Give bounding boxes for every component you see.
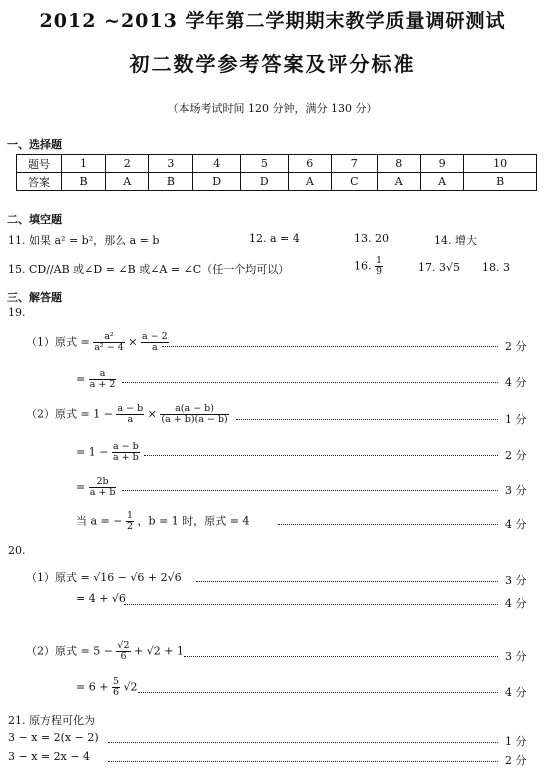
question-number: 10 — [464, 155, 537, 173]
section-choice-title: 一、选择题 — [7, 138, 62, 151]
dotted-leader — [122, 382, 498, 383]
condition-text: ，b = 1 时，原式 = 4 — [137, 514, 250, 528]
answer-15: 15. CD//AB 或∠D = ∠B 或∠A = ∠C（任一个均可以） — [8, 263, 290, 276]
score-label: 1 分 — [505, 413, 527, 426]
row-label-answer: 答案 — [17, 173, 62, 191]
q19-2-line3 — [76, 477, 116, 498]
answer-16-label: 16. — [354, 259, 372, 273]
question-19-number: 19. — [8, 306, 26, 319]
dotted-leader — [196, 581, 498, 582]
denominator: a + b — [89, 487, 116, 498]
question-row — [17, 155, 537, 173]
question-21-intro: 21. 原方程可化为 — [8, 714, 95, 727]
score-label: 2 分 — [505, 449, 527, 462]
numerator: a(a − b) — [160, 404, 228, 415]
equals-sign: = — [76, 480, 86, 494]
fraction — [116, 641, 130, 662]
numerator: a² — [93, 332, 125, 343]
q19-1-line2 — [76, 369, 116, 390]
fraction — [112, 442, 140, 463]
formula-label: = 6 + — [76, 680, 109, 694]
times-sign: × — [128, 335, 138, 349]
dotted-leader — [138, 692, 498, 693]
score-label: 3 分 — [505, 574, 527, 587]
answer-cell: D — [193, 173, 241, 191]
q19-2-line1 — [26, 404, 229, 425]
q19-2-line2 — [76, 442, 140, 463]
fraction — [141, 332, 169, 353]
question-20-number: 20. — [8, 544, 26, 557]
dotted-leader — [236, 419, 498, 420]
denominator: 9 — [376, 266, 383, 277]
times-sign: × — [147, 407, 157, 421]
score-label: 4 分 — [505, 686, 527, 699]
formula-label: （1）原式 = — [26, 335, 90, 349]
question-number: 9 — [420, 155, 463, 173]
answer-cell: C — [331, 173, 377, 191]
fraction — [160, 404, 228, 425]
formula-label: （2）原式 = 5 − — [26, 644, 113, 658]
denominator: a² − 4 — [94, 342, 124, 353]
q20-2-line2 — [76, 677, 138, 698]
dotted-leader — [108, 761, 498, 762]
answer-16 — [354, 256, 383, 277]
denominator: 2 — [126, 521, 134, 532]
q19-2-line4 — [76, 511, 250, 532]
answer-17: 17. 3√5 — [418, 261, 460, 274]
section-fill-title: 二、填空题 — [7, 213, 62, 226]
fraction — [93, 332, 125, 353]
numerator: 2b — [89, 477, 117, 488]
q20-1-line1: （1）原式 = √16 − √6 + 2√6 — [26, 571, 182, 584]
score-label: 2 分 — [505, 754, 527, 767]
score-label: 3 分 — [505, 484, 527, 497]
fraction — [375, 256, 383, 277]
q19-1-line1 — [26, 332, 169, 353]
answer-cell: A — [420, 173, 463, 191]
answer-cell: A — [377, 173, 420, 191]
score-label: 3 分 — [505, 650, 527, 663]
score-label: 4 分 — [505, 518, 527, 531]
denominator: 6 — [120, 651, 127, 662]
denominator: a + 2 — [89, 379, 116, 390]
question-number: 2 — [106, 155, 149, 173]
numerator: a − 2 — [141, 331, 168, 342]
q20-2-line1 — [26, 641, 184, 662]
score-label: 4 分 — [505, 597, 527, 610]
fraction — [89, 477, 117, 498]
question-number: 5 — [241, 155, 289, 173]
answer-cell: A — [106, 173, 149, 191]
q21-line1: 3 − x = 2(x − 2) — [8, 731, 99, 744]
answer-18: 18. 3 — [482, 261, 510, 274]
equals-sign: = 1 − — [76, 445, 109, 459]
score-label: 4 分 — [505, 376, 527, 389]
answer-11: 11. 如果 a² = b²，那么 a = b — [8, 234, 160, 247]
dotted-leader — [278, 524, 498, 525]
score-label: 2 分 — [505, 340, 527, 353]
page-subtitle: 初二数学参考答案及评分标准 — [129, 52, 416, 76]
answer-14: 14. 增大 — [434, 234, 477, 247]
numerator: 5 — [112, 676, 119, 687]
fraction — [112, 677, 120, 698]
answer-row — [17, 173, 537, 191]
fraction — [126, 511, 134, 532]
page-title: 2012 ~2013 学年第二学期期末教学质量调研测试 — [39, 10, 506, 32]
numerator: a — [89, 369, 117, 380]
numerator: a − b — [112, 441, 139, 452]
denominator: a — [127, 414, 134, 425]
answer-12: 12. a = 4 — [249, 232, 300, 245]
dotted-leader — [184, 656, 498, 657]
formula-text: √2 — [123, 680, 138, 694]
answer-13: 13. 20 — [354, 232, 389, 245]
numerator: √2 — [117, 640, 130, 651]
answer-cell: B — [464, 173, 537, 191]
answer-cell: A — [288, 173, 331, 191]
formula-label: （2）原式 = 1 − — [26, 407, 113, 421]
answer-cell: B — [149, 173, 193, 191]
answer-cell: D — [241, 173, 289, 191]
denominator: a + b — [112, 452, 139, 463]
denominator: a — [151, 342, 158, 353]
section-solve-title: 三、解答题 — [7, 291, 62, 304]
row-label-question: 题号 — [17, 155, 62, 173]
question-number: 4 — [193, 155, 241, 173]
question-number: 7 — [331, 155, 377, 173]
dotted-leader — [144, 455, 498, 456]
exam-note: （本场考试时间 120 分钟，满分 130 分） — [167, 102, 378, 115]
equals-sign: = — [76, 372, 86, 386]
fraction — [116, 404, 144, 425]
condition-text: 当 a = − — [76, 514, 123, 528]
fraction — [89, 369, 117, 390]
q21-line2: 3 − x = 2x − 4 — [8, 750, 91, 763]
dotted-leader — [108, 742, 498, 743]
denominator: (a + b)(a − b) — [161, 414, 228, 425]
dotted-leader — [122, 490, 498, 491]
question-number: 1 — [62, 155, 106, 173]
q20-1-line2: = 4 + √6 — [76, 592, 126, 605]
numerator: a − b — [117, 403, 144, 414]
denominator: 6 — [112, 687, 119, 698]
numerator: 1 — [376, 255, 383, 266]
answer-table — [16, 154, 537, 191]
score-label: 1 分 — [505, 735, 527, 748]
question-number: 8 — [377, 155, 420, 173]
numerator: 1 — [126, 510, 134, 521]
dotted-leader — [162, 346, 498, 347]
answer-cell: B — [62, 173, 106, 191]
formula-text: + √2 + 1 — [134, 644, 184, 658]
question-number: 6 — [288, 155, 331, 173]
question-number: 3 — [149, 155, 193, 173]
dotted-leader — [124, 604, 498, 605]
